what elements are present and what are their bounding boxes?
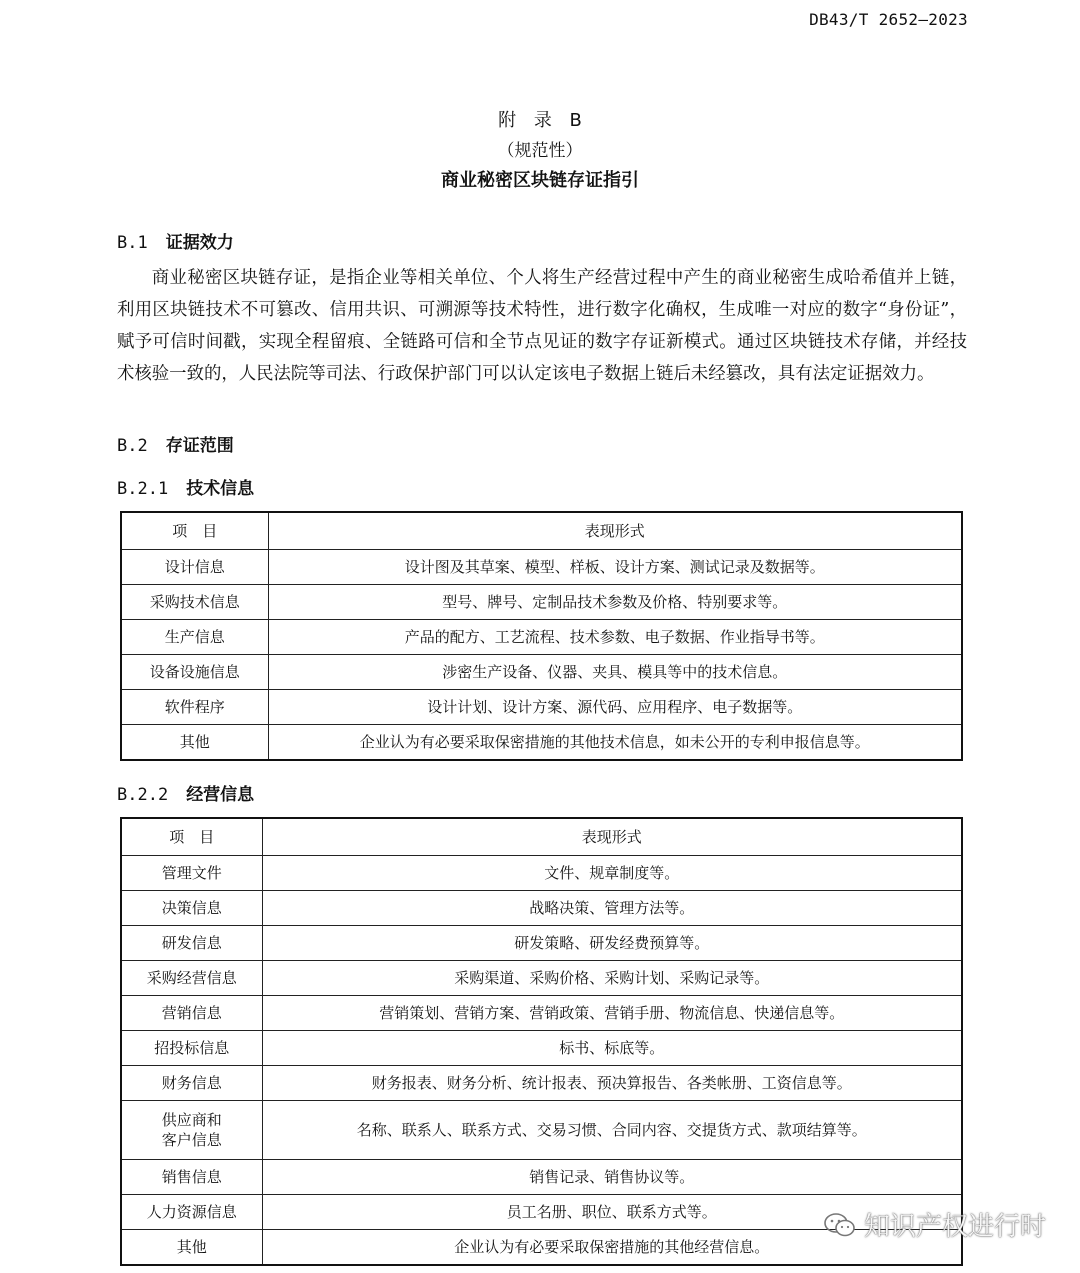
cell-item: 软件程序 <box>121 690 268 725</box>
cell-item: 其他 <box>121 1230 262 1266</box>
technical-info-table <box>120 511 963 761</box>
watermark <box>824 1206 1046 1243</box>
table-row <box>121 856 962 891</box>
cell-item: 采购技术信息 <box>121 585 268 620</box>
header-form: 表现形式 <box>262 818 962 856</box>
section-number: B.2.1 <box>117 479 169 499</box>
cell-form: 财务报表、财务分析、统计报表、预决算报告、各类帐册、工资信息等。 <box>262 1066 962 1101</box>
cell-item: 销售信息 <box>121 1160 262 1195</box>
table-header-row <box>121 818 962 856</box>
cell-form: 型号、牌号、定制品技术参数及价格、特别要求等。 <box>268 585 962 620</box>
cell-form: 名称、联系人、联系方式、交易习惯、合同内容、交提货方式、款项结算等。 <box>262 1101 962 1160</box>
cell-item: 研发信息 <box>121 926 262 961</box>
cell-form: 设计计划、设计方案、源代码、应用程序、电子数据等。 <box>268 690 962 725</box>
watermark-text: 知识产权进行时 <box>863 1212 1046 1242</box>
cell-form: 战略决策、管理方法等。 <box>262 891 962 926</box>
appendix-heading <box>0 106 1080 196</box>
header-form: 表现形式 <box>268 512 962 550</box>
cell-item: 采购经营信息 <box>121 961 262 996</box>
wechat-icon <box>824 1212 856 1238</box>
business-info-table <box>120 817 963 1266</box>
table-row <box>121 655 962 690</box>
table-row <box>121 1160 962 1195</box>
cell-item: 设计信息 <box>121 550 268 585</box>
cell-form: 采购渠道、采购价格、采购计划、采购记录等。 <box>262 961 962 996</box>
cell-form: 营销策划、营销方案、营销政策、营销手册、物流信息、快递信息等。 <box>262 996 962 1031</box>
section-b2-heading <box>117 431 234 456</box>
cell-item: 其他 <box>121 725 268 761</box>
cell-form: 标书、标底等。 <box>262 1031 962 1066</box>
cell-item: 营销信息 <box>121 996 262 1031</box>
cell-form: 文件、规章制度等。 <box>262 856 962 891</box>
cell-form: 企业认为有必要采取保密措施的其他经营信息。 <box>262 1230 962 1266</box>
table-row <box>121 1031 962 1066</box>
section-title: 技术信息 <box>186 479 255 499</box>
table-row <box>121 690 962 725</box>
header-item: 项 目 <box>121 818 262 856</box>
table-row <box>121 550 962 585</box>
cell-form: 员工名册、职位、联系方式等。 <box>262 1195 962 1230</box>
cell-item: 财务信息 <box>121 1066 262 1101</box>
table-row <box>121 961 962 996</box>
table-row <box>121 620 962 655</box>
section-number: B.1 <box>117 233 148 253</box>
section-b1-heading <box>117 228 234 253</box>
cell-item: 供应商和 客户信息 <box>121 1101 262 1160</box>
table-row <box>121 585 962 620</box>
table-row <box>121 1101 962 1160</box>
cell-item: 决策信息 <box>121 891 262 926</box>
table-row <box>121 996 962 1031</box>
table-row <box>121 926 962 961</box>
section-b22-heading <box>117 780 254 805</box>
cell-item: 生产信息 <box>121 620 268 655</box>
cell-form: 研发策略、研发经费预算等。 <box>262 926 962 961</box>
table-row <box>121 891 962 926</box>
section-b1-paragraph: 商业秘密区块链存证，是指企业等相关单位、个人将生产经营过程中产生的商业秘密生成哈希值并上链，利用区块链技术不可篡改、信用共识、可溯源等技术特性，进行数字化确权，生成唯一对应的数字“身份证”，赋予可信时间戳，实现全程留痕、全链路可信和全节点见证的数字存证新模式。通过区块链技术存储，并经技术核验一致的，人民法院等司法、行政保护部门可以认定该电子数据上链后未经篡改，具有法定证据效力。 <box>117 268 967 384</box>
section-b21-heading <box>117 474 254 499</box>
cell-form: 产品的配方、工艺流程、技术参数、电子数据、作业指导书等。 <box>268 620 962 655</box>
cell-form: 设计图及其草案、模型、样板、设计方案、测试记录及数据等。 <box>268 550 962 585</box>
cell-item: 设备设施信息 <box>121 655 268 690</box>
section-title: 经营信息 <box>186 785 255 805</box>
section-number: B.2.2 <box>117 785 169 805</box>
table-header-row <box>121 512 962 550</box>
cell-form: 销售记录、销售协议等。 <box>262 1160 962 1195</box>
appendix-type: （规范性） <box>497 141 583 161</box>
table-body <box>121 818 962 1265</box>
cell-item: 管理文件 <box>121 856 262 891</box>
appendix-title: 商业秘密区块链存证指引 <box>441 170 639 191</box>
header-item: 项 目 <box>121 512 268 550</box>
cell-form: 涉密生产设备、仪器、夹具、模具等中的技术信息。 <box>268 655 962 690</box>
cell-form: 企业认为有必要采取保密措施的其他技术信息，如未公开的专利申报信息等。 <box>268 725 962 761</box>
cell-item: 招投标信息 <box>121 1031 262 1066</box>
cell-item: 人力资源信息 <box>121 1195 262 1230</box>
section-title: 证据效力 <box>165 233 234 253</box>
table-body <box>121 512 962 760</box>
table-row <box>121 725 962 761</box>
section-number: B.2 <box>117 436 148 456</box>
section-title: 存证范围 <box>165 436 234 456</box>
standard-code: DB43/T 2652—2023 <box>809 10 968 29</box>
table-row <box>121 1066 962 1101</box>
appendix-label: 附 录 B <box>498 110 588 131</box>
